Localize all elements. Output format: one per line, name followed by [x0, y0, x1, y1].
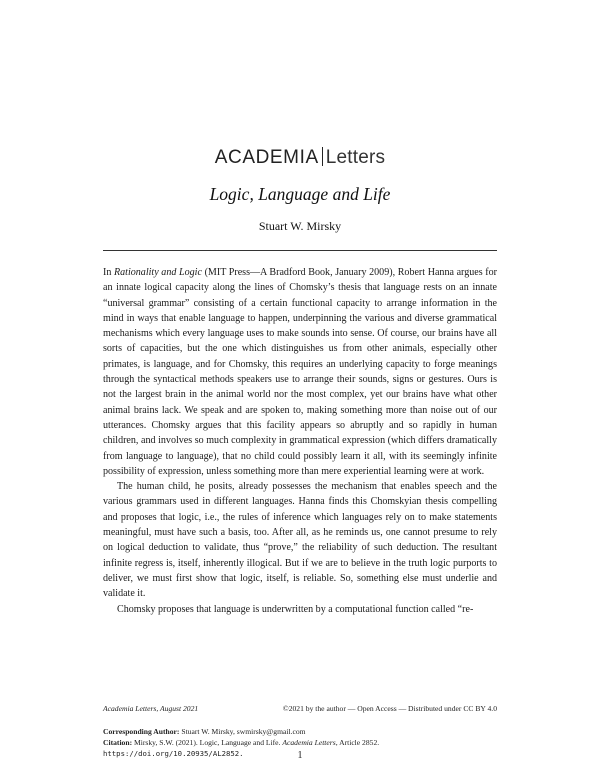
brand-section: Letters [325, 147, 386, 168]
journal-date: Academia Letters, August 2021 [103, 704, 199, 713]
brand-divider [322, 147, 323, 166]
paragraph-3: Chomsky proposes that language is underwritten by a computational function called “re- [117, 603, 474, 615]
citation [103, 737, 497, 748]
header-rule [103, 250, 497, 251]
paragraph-1 [103, 265, 497, 479]
corr-value: Stuart W. Mirsky, swmirsky@gmail.com [179, 727, 306, 736]
article-body [103, 265, 497, 617]
corr-label: Corresponding Author: [103, 727, 180, 736]
p1-text: (MIT Press—A Bradford Book, January 2009), Robert Hanna argues for an innate logical capacity along the lines of Chomsky’s thesis that language rests on an innate “universal grammar” consisting of a certain functional capacity to arrange information in the mind in ways that enable language to happen, underpinning the various and diverse grammatical mechanisms which every language uses to make sounds into sense. Of course, our brains have all sorts of capacities, but the one which distinguishes us from other animals, especially other primates, is language, and for Chomsky, this requires an underlying capacity to forge meanings through the syntactical methods speakers use to arrange their sounds, signs or gestures. Ours is not the largest brain in the animal world nor the most complex, yet our brains have what other animal brains lack. We speak and are spoken to, making something more than noise out of our utterances. Chomsky argues that this facility appears so abruptly and so rapidly in human children, and involves so much complexity in grammatical expression (which differs dramatically from language to language), that no child could possibly learn it all, with its seemingly infinite possibility of expression, unless something more than mere experiential learning were at work. [103, 267, 497, 477]
p1-book-title: Rationality and Logic [114, 267, 202, 278]
journal-brand [0, 147, 600, 169]
cite-article: , Article 2852. [335, 738, 380, 747]
cite-label: Citation: [103, 738, 133, 747]
license-notice: ©2021 by the author — Open Access — Distributed under CC BY 4.0 [282, 704, 497, 713]
brand-name: ACADEMIA [214, 147, 319, 168]
p1-lead: In [103, 267, 115, 278]
page-number: 1 [297, 750, 303, 761]
corresponding-author [103, 726, 497, 737]
paragraph-2: The human child, he posits, already possesses the mechanism that enables speech and the various grammars used in different languages. Hanna finds this Chomskyian thesis compelling and proposes that logic, i.e., the rules of inference which languages rely on to make statements meaningful, must have such a basis, too. After all, as he reminds us, one cannot presume to rely on logical deduction to validate, thus “prove,” the reliability of such deduction. The resultant infinite regress is, itself, inherently illogical. But if we are to believe in the truth logic purports to deliver, we must first show that logic, itself, is reliable. So, something else must underlie and validate it. [103, 481, 497, 600]
cite-value: Mirsky, S.W. (2021). Logic, Language and Life. [132, 738, 283, 747]
article-author: Stuart W. Mirsky [258, 219, 342, 233]
article-title: Logic, Language and Life [209, 184, 391, 204]
doi-link[interactable]: https://doi.org/10.20935/AL2852. [103, 749, 244, 758]
cite-journal: Academia Letters [282, 738, 336, 747]
